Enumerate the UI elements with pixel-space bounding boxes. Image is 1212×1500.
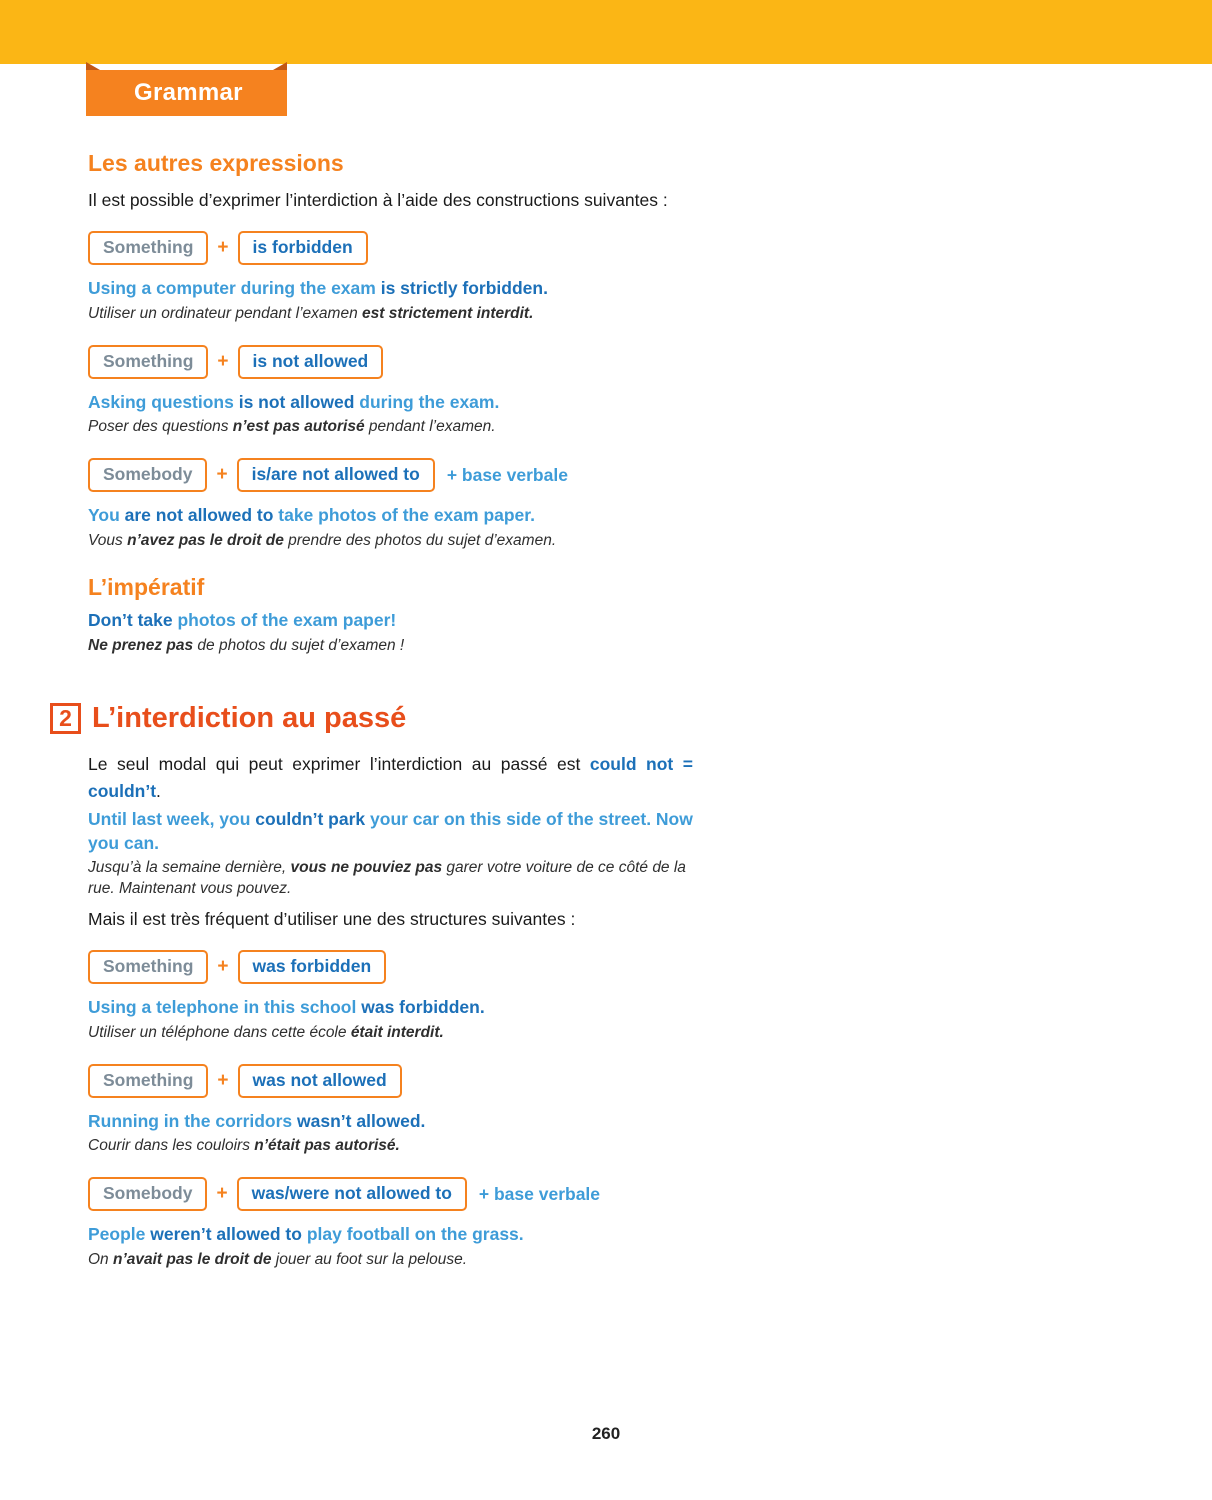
- plus-sign: +: [217, 1069, 229, 1091]
- formula-subject-box: Something: [88, 345, 208, 379]
- example-english: Asking questions is not allowed during the exam.: [88, 391, 500, 412]
- page-number: 260: [591, 1424, 621, 1443]
- example-french-translation: Utiliser un téléphone dans cette école était interdit.: [88, 1023, 444, 1041]
- section-other-expressions: [88, 150, 1128, 656]
- example-english: Running in the corridors wasn’t allowed.: [88, 1110, 426, 1131]
- example-english: Using a telephone in this school was forbidden.: [88, 997, 485, 1018]
- example-french-translation: On n’avait pas le droit de jouer au foot sur la pelouse.: [88, 1251, 468, 1268]
- example-english: People weren’t allowed to play football on the grass.: [88, 1224, 524, 1245]
- formula-predicate-box: is/are not allowed to: [237, 458, 435, 492]
- section-number-box: 2: [50, 703, 81, 734]
- formula-row: [88, 1177, 1128, 1211]
- plus-sign: +: [217, 956, 229, 978]
- grammar-tab-label: Grammar: [134, 79, 243, 106]
- plus-sign: +: [217, 350, 229, 372]
- structure-block: [88, 458, 1128, 552]
- plus-sign: +: [216, 464, 228, 486]
- example-french-translation: Poser des questions n’est pas autorisé pendant l’examen.: [88, 418, 496, 436]
- formula-row: [88, 1064, 1128, 1098]
- plus-sign: +: [217, 237, 229, 259]
- section-interdiction-au-passe: [59, 702, 1128, 1270]
- formula-subject-box: Somebody: [88, 458, 207, 492]
- structure-block: [88, 1177, 1128, 1271]
- formula-predicate-box: was/were not allowed to: [237, 1177, 467, 1211]
- formula-suffix: + base verbale: [446, 464, 568, 485]
- page-footer: [0, 1424, 1212, 1444]
- top-yellow-banner: [0, 0, 1212, 64]
- example-english: You are not allowed to take photos of the exam paper.: [88, 505, 536, 526]
- structure-block: [88, 231, 1128, 325]
- formula-subject-box: Something: [88, 1064, 208, 1098]
- formula-subject-box: Somebody: [88, 1177, 207, 1211]
- formula-row: [88, 458, 1128, 492]
- example-english: Don’t take photos of the exam paper!: [88, 609, 397, 630]
- section-intro-paragraph: Le seul modal qui peut exprimer l’interdiction au passé est could not = couldn’t.: [88, 754, 693, 801]
- intro-paragraph: Il est possible d’exprimer l’interdiction à l’aide des constructions suivantes :: [88, 190, 668, 210]
- example-french-translation: Jusqu’à la semaine dernière, vous ne pouviez pas garer votre voiture de ce côté de la rue. Maintenant vous pouvez.: [88, 859, 686, 898]
- formula-predicate-box: was not allowed: [238, 1064, 402, 1098]
- formula-predicate-box: is forbidden: [238, 231, 368, 265]
- structure-block: [88, 950, 1128, 1044]
- formula-subject-box: Something: [88, 950, 208, 984]
- section-title: L’interdiction au passé: [92, 702, 407, 735]
- structure-block: [88, 345, 1128, 439]
- grammar-ribbon-tab: [86, 70, 287, 116]
- formula-row: [88, 345, 1128, 379]
- example-french-translation: Utiliser un ordinateur pendant l’examen est strictement interdit.: [88, 304, 534, 322]
- plus-sign: +: [216, 1183, 228, 1205]
- formula-subject-box: Something: [88, 231, 208, 265]
- example-french-translation: Ne prenez pas de photos du sujet d’examen !: [88, 636, 405, 654]
- numbered-section-heading: [50, 702, 1128, 735]
- page-content: [59, 116, 1128, 1291]
- formula-row: [88, 950, 1128, 984]
- example-french-translation: Courir dans les couloirs n’était pas autorisé.: [88, 1137, 400, 1155]
- heading-autres-expressions: Les autres expressions: [88, 150, 344, 176]
- formula-predicate-box: is not allowed: [238, 345, 384, 379]
- structure-block: [88, 1064, 1128, 1158]
- formula-row: [88, 231, 1128, 265]
- example-english: Using a computer during the exam is strictly forbidden.: [88, 278, 548, 299]
- formula-predicate-box: was forbidden: [238, 950, 387, 984]
- formula-suffix: + base verbale: [478, 1183, 601, 1204]
- structures-paragraph: Mais il est très fréquent d’utiliser une des structures suivantes :: [88, 909, 576, 930]
- heading-imperatif: L’impératif: [88, 573, 205, 600]
- example-french-translation: Vous n’avez pas le droit de prendre des photos du sujet d’examen.: [88, 531, 557, 549]
- example-english: Until last week, you couldn’t park your car on this side of the street. Now you can.: [88, 808, 693, 853]
